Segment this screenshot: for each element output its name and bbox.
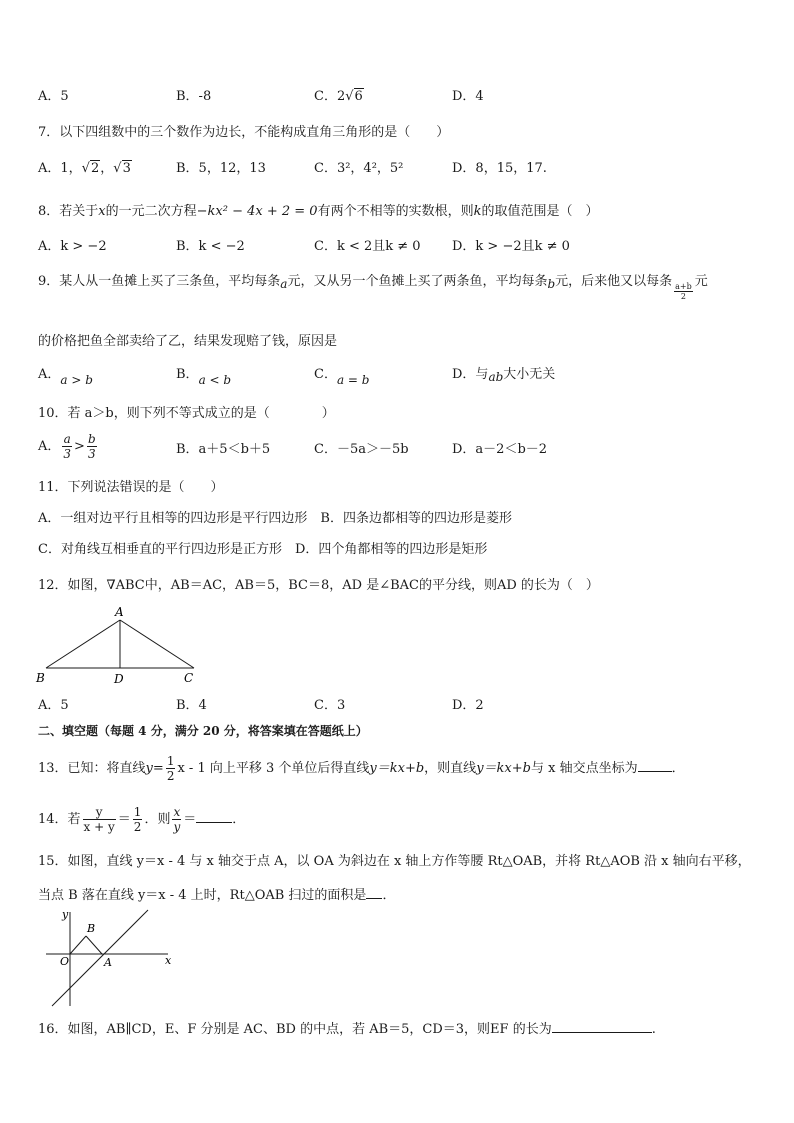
q14-num-2: 1 (133, 805, 142, 819)
q9-var-a: a (280, 277, 288, 291)
q14-fraction-1 (83, 805, 116, 834)
q11-stem: 11．下列说法错误的是（ ） (38, 480, 224, 495)
q9-option-b (176, 366, 231, 389)
sqrt-sign: √ (81, 161, 90, 176)
q12-option-b: B．4 (176, 698, 207, 713)
q10-option-a (38, 432, 99, 461)
q13-answer-blank[interactable] (638, 757, 672, 772)
q7-a-prefix: A．1， (38, 161, 82, 176)
q13-text1: x - 1 向上平移 3 个单位后得直线 (177, 761, 370, 776)
q8-stem-mid: 的一元二次方程 (105, 204, 197, 219)
q12-stem: 12．如图，∇ABC中，AB＝AC，AB＝5，BC＝8，AD 是∠BAC的平分线，则AD 的长为（ ） (38, 578, 599, 593)
segment-ab (46, 620, 120, 668)
q12-triangle-figure (34, 604, 204, 686)
q16-tail: . (651, 1022, 656, 1037)
q15-stem-line1: 15．如图，直线 y＝x - 4 与 x 轴交于点 A，以 OA 为斜边在 x 轴上方作等腰 Rt△OAB，并将 Rt△AOB 沿 x 轴向右平移， (38, 854, 751, 869)
q6-option-c-prefix: C．2 (314, 89, 346, 104)
segment-ba (86, 936, 102, 954)
q7-option-d: D．8，15，17. (452, 161, 547, 176)
q10-a-num-2: b (87, 432, 96, 446)
q13-text-mid: ，则直线 (424, 761, 477, 776)
q6-option-b: B．-8 (176, 89, 212, 104)
label-o: O (60, 955, 70, 968)
q9-b-expr: a < b (198, 373, 232, 387)
q11-options-cd: C．对角线互相垂直的平行四边形是正方形 D．四个角都相等的四边形是矩形 (38, 542, 488, 557)
label-b: B (36, 671, 45, 685)
q9-var-b: b (547, 277, 556, 291)
q9-fraction-denominator: 2 (680, 292, 686, 301)
q14-den-1: x + y (83, 820, 115, 834)
label-c: C (184, 671, 194, 685)
label-y: y (62, 908, 69, 921)
q10-stem: 10．若 a＞b，则下列不等式成立的是（ ） (38, 406, 335, 421)
q9-stem-part2: 元，又从另一个鱼摊上买了两条鱼，平均每条 (287, 274, 548, 289)
q14-den-3: y (173, 820, 181, 834)
q9-c-label: C． (314, 367, 337, 382)
q14-num-3: x (173, 805, 181, 819)
q10-a-gt: > (74, 439, 85, 454)
label-d: D (114, 672, 124, 686)
q9-d-var: ab (488, 370, 504, 384)
q16-answer-blank[interactable] (552, 1018, 652, 1033)
q9-stem-line2: 的价格把鱼全部卖给了乙，结果发现赔了钱，原因是 (38, 334, 338, 349)
q9-stem-part3: 元，后来他又以每条 (555, 274, 673, 289)
q12-option-c: C．3 (314, 698, 346, 713)
q9-option-a (38, 366, 93, 389)
q13-var-y: y (145, 761, 153, 776)
q16-text: 16．如图，AB∥CD，E、F 分别是 AC、BD 的中点，若 AB＝5，CD＝3，则EF 的长为 (38, 1022, 552, 1037)
q9-fraction-numerator: a+b (675, 282, 692, 291)
q13-prefix: 13．已知：将直线 (38, 761, 146, 776)
q8-option-b: B．k < −2 (176, 239, 245, 254)
q8-option-a: A．k > −2 (38, 239, 107, 254)
q9-a-expr: a > b (60, 373, 93, 387)
q9-option-c (314, 366, 369, 389)
q9-stem-part1: 9．某人从一鱼摊上买了三条鱼，平均每条 (38, 274, 281, 289)
q13-text-end: 与 x 轴交点坐标为 (530, 761, 638, 776)
q8-stem (38, 203, 599, 221)
q15-stem-line2 (38, 884, 395, 905)
q14-stem (38, 805, 245, 834)
q7-a-separator: ， (100, 161, 114, 176)
q11-options-ab: A．一组对边平行且相等的四边形是平行四边形 B．四条边都相等的四边形是菱形 (38, 511, 512, 526)
q10-a-num-1: a (63, 432, 71, 446)
q6-option-c-radicand: 6 (354, 89, 363, 104)
q10-option-d: D．a－2＜b－2 (452, 442, 548, 457)
q10-a-fraction-2 (87, 432, 97, 461)
q14-fraction-2 (133, 805, 143, 834)
q10-option-b: B．a＋5＜b＋5 (176, 442, 271, 457)
q12-option-a: A．5 (38, 698, 69, 713)
q14-fraction-3 (172, 805, 181, 834)
q13-stem (38, 754, 685, 783)
q10-a-fraction-1 (62, 432, 72, 461)
q16-stem (38, 1018, 656, 1039)
q13-line2: y＝kx+b (476, 761, 531, 776)
q13-fraction (166, 754, 176, 783)
q9-a-label: A． (38, 367, 61, 382)
q6-option-a: A．5 (38, 89, 69, 104)
q7-a-radicand-2: 3 (122, 161, 131, 176)
q15-answer-blank[interactable] (366, 884, 382, 899)
q8-stem-mid2: 有两个不相等的实数根，则 (317, 204, 474, 219)
q6-option-d: D．4 (452, 89, 484, 104)
q15-line2-prefix: 当点 B 落在直线 y＝x - 4 上时，Rt△OAB 扫过的面积是 (38, 888, 367, 903)
q13-line1: y＝kx+b (369, 761, 425, 776)
q15-line2-suffix: ． (382, 888, 396, 903)
q9-d-prefix: D．与 (452, 367, 489, 382)
q8-option-d: D．k > −2且k ≠ 0 (452, 239, 570, 254)
q7-option-c: C．3²，4²，5² (314, 161, 404, 176)
q8-var-k: k (473, 204, 482, 219)
q14-equals: ＝ (117, 812, 131, 827)
q8-var-x: x (98, 204, 106, 219)
q13-fraction-denominator: 2 (166, 769, 175, 783)
q13-fraction-numerator: 1 (166, 754, 175, 768)
q14-tail: ． (232, 812, 246, 827)
sqrt-sign: √ (113, 161, 122, 176)
q9-c-expr: a = b (336, 373, 370, 387)
q14-answer-blank[interactable] (196, 808, 232, 823)
q15-coordinate-figure (40, 906, 180, 1010)
q9-b-label: B． (176, 367, 199, 382)
q7-option-a (38, 160, 132, 178)
q10-a-den-2: 3 (87, 447, 96, 461)
q9-stem-line1 (38, 273, 708, 301)
q9-d-suffix: 大小无关 (503, 367, 556, 382)
q8-stem-end: 的取值范围是（ ） (481, 204, 599, 219)
label-a: A (115, 605, 124, 619)
segment-ac (120, 620, 194, 668)
section-heading: 二、填空题（每题 4 分，满分 20 分，将答案填在答题纸上） (38, 724, 368, 738)
q13-equals: = (152, 761, 164, 776)
q6-option-c (314, 88, 364, 106)
q7-a-radicand-1: 2 (90, 161, 100, 176)
q10-a-den-1: 3 (63, 447, 72, 461)
q13-tail: ． (671, 761, 685, 776)
q14-prefix: 14．若 (38, 812, 81, 827)
q14-den-2: 2 (133, 820, 142, 834)
label-b: B (87, 922, 96, 935)
sqrt-sign: √ (345, 89, 354, 104)
q9-fraction (674, 282, 693, 301)
q8-option-c: C．k < 2且k ≠ 0 (314, 239, 421, 254)
q7-stem: 7．以下四组数中的三个数作为边长，不能构成直角三角形的是（ ） (38, 125, 450, 140)
q8-equation: −kx² − 4x + 2 = 0 (196, 204, 318, 219)
q14-equals-2: ＝ (183, 812, 197, 827)
q9-option-d (452, 366, 555, 386)
q12-option-d: D．2 (452, 698, 484, 713)
q7-option-b: B．5，12，13 (176, 161, 266, 176)
q10-a-label: A． (38, 439, 61, 454)
label-x: x (165, 954, 172, 967)
segment-ob (70, 936, 86, 954)
q8-stem-prefix: 8．若关于 (38, 204, 99, 219)
q14-num-1: y (83, 805, 116, 820)
q9-stem-part4: 元 (694, 274, 708, 289)
q10-option-c: C．－5a＞－5b (314, 442, 409, 457)
label-a: A (104, 956, 112, 969)
q14-mid: ．则 (144, 812, 171, 827)
